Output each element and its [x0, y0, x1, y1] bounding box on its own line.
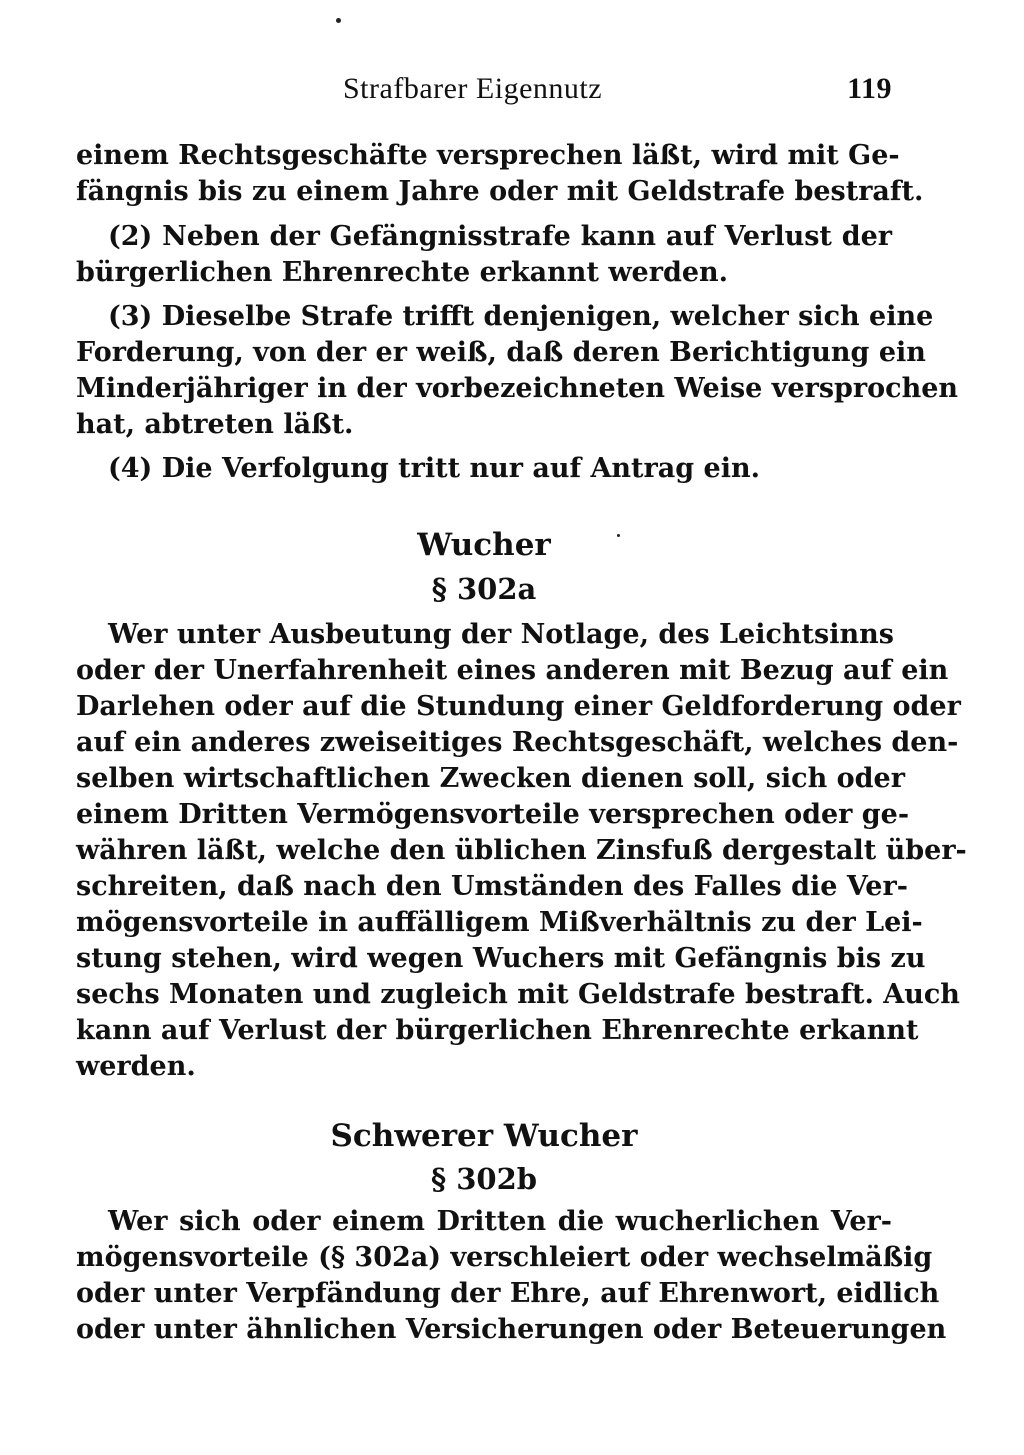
section-title: Wucher — [417, 527, 551, 563]
text-line: bürgerlichen Ehrenrechte erkannt werden. — [76, 257, 729, 288]
text-line: oder unter Verpfändung der Ehre, auf Ehrenwort, eidlich — [76, 1278, 940, 1309]
text-line: Minderjähriger in der vorbezeichneten Weise versprochen — [76, 373, 959, 404]
text-line: einem Rechtsgeschäfte versprechen läßt, wird mit Ge- — [76, 140, 900, 171]
page-header — [76, 72, 892, 112]
print-speck — [336, 18, 341, 23]
text-line: Wer sich oder einem Dritten die wucherlichen Ver- — [108, 1206, 892, 1237]
text-line: oder der Unerfahrenheit eines anderen mit Bezug auf ein — [76, 655, 949, 686]
text-line: Wer unter Ausbeutung der Notlage, des Leichtsinns — [108, 619, 894, 650]
text-line: (2) Neben der Gefängnisstrafe kann auf Verlust der — [108, 221, 892, 252]
text-line: (3) Dieselbe Strafe trifft denjenigen, welcher sich eine — [108, 301, 934, 332]
text-line: fängnis bis zu einem Jahre oder mit Geldstrafe bestraft. — [76, 176, 924, 207]
text-line: sechs Monaten und zugleich mit Geldstrafe bestraft. Auch — [76, 979, 960, 1010]
text-line: oder unter ähnlichen Versicherungen oder Beteuerungen — [76, 1314, 947, 1345]
text-line: schreiten, daß nach den Umständen des Falles die Ver- — [76, 871, 908, 902]
text-line: kann auf Verlust der bürgerlichen Ehrenrechte erkannt — [76, 1015, 919, 1046]
text-line: mögensvorteile (§ 302a) verschleiert oder wechselmäßig — [76, 1242, 933, 1273]
section-title: Schwerer Wucher — [330, 1118, 638, 1154]
text-line: einem Dritten Vermögensvorteile versprechen oder ge- — [76, 799, 910, 830]
text-line: selben wirtschaftlichen Zwecken dienen soll, sich oder — [76, 763, 905, 794]
text-line: hat, abtreten läßt. — [76, 409, 354, 440]
text-line: Forderung, von der er weiß, daß deren Berichtigung ein — [76, 337, 926, 368]
running-title: Strafbarer Eigennutz — [343, 72, 603, 105]
paragraph-number: § 302b — [430, 1162, 538, 1196]
text-line: werden. — [76, 1051, 196, 1082]
page-number: 119 — [847, 72, 892, 105]
text-line: währen läßt, welche den üblichen Zinsfuß dergestalt über- — [76, 835, 967, 866]
text-line: auf ein anderes zweiseitiges Rechtsgeschäft, welches den- — [76, 727, 959, 758]
text-line: (4) Die Verfolgung tritt nur auf Antrag ein. — [108, 453, 760, 484]
text-line: mögensvorteile in auffälligem Mißverhältnis zu der Lei- — [76, 907, 923, 938]
paragraph-number: § 302a — [431, 572, 537, 606]
book-page — [76, 0, 967, 1455]
text-line: stung stehen, wird wegen Wuchers mit Gefängnis bis zu — [76, 943, 926, 974]
text-line: Darlehen oder auf die Stundung einer Geldforderung oder — [76, 691, 961, 722]
